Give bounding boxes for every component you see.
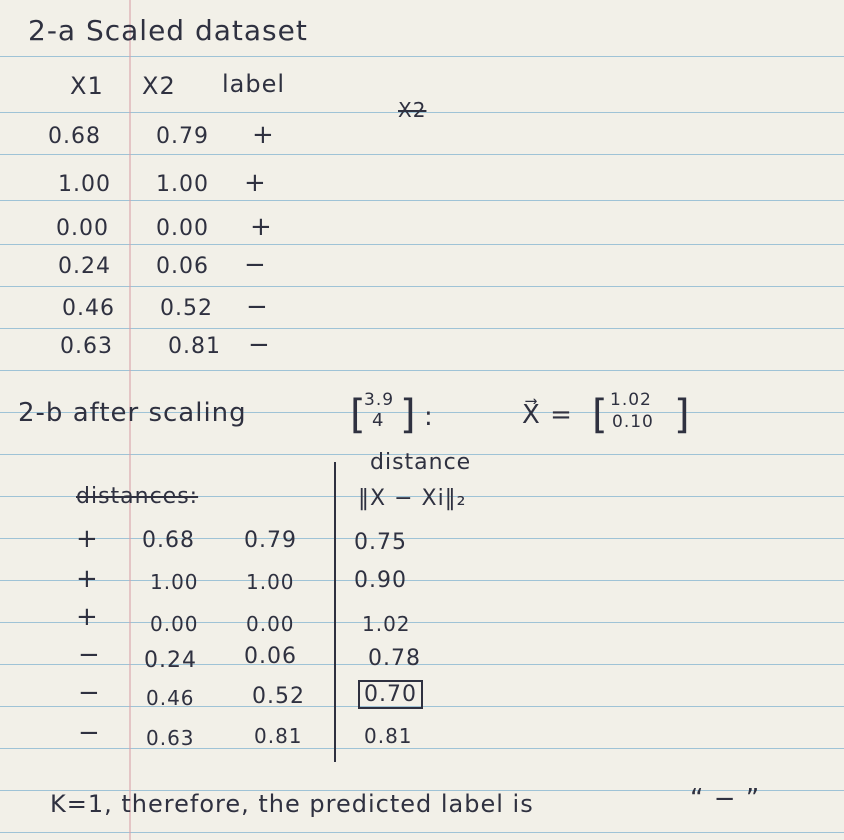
left-bracket-2: [ xyxy=(592,392,608,438)
row-4-x1: 0.24 xyxy=(58,254,111,279)
rule-line xyxy=(0,286,844,287)
conclusion-text: K=1, therefore, the predicted label is xyxy=(50,790,534,818)
rule-line xyxy=(0,580,844,581)
row-6-x2: 0.81 xyxy=(168,334,221,359)
x-vector-label: X⃗ = xyxy=(522,400,573,430)
column-label-header: label xyxy=(222,70,286,98)
rule-line xyxy=(0,154,844,155)
rule-line xyxy=(0,328,844,329)
column-x1-header: X1 xyxy=(70,72,104,100)
dist-row-4-value: 0.78 xyxy=(368,646,421,671)
dist-row-5-x2: 0.52 xyxy=(252,684,305,709)
dist-row-2-label: + xyxy=(76,564,99,594)
row-5-label: − xyxy=(246,292,269,322)
left-bracket: [ xyxy=(350,392,366,438)
row-1-x1: 0.68 xyxy=(48,124,101,149)
row-6-label: − xyxy=(248,330,271,360)
row-3-label: + xyxy=(250,212,273,242)
row-5-x1: 0.46 xyxy=(62,296,115,321)
dist-row-4-label: − xyxy=(78,640,101,670)
row-3-x1: 0.00 xyxy=(56,216,109,241)
row-4-label: − xyxy=(244,250,267,280)
dist-row-2-x2: 1.00 xyxy=(246,570,295,594)
input-vector-top: 3.9 xyxy=(364,390,395,410)
row-2-label: + xyxy=(244,168,267,198)
column-x2-header: X2 xyxy=(142,72,176,100)
row-4-x2: 0.06 xyxy=(156,254,209,279)
row-2-x1: 1.00 xyxy=(58,172,111,197)
dist-row-6-x1: 0.63 xyxy=(146,726,195,750)
dist-row-3-label: + xyxy=(76,602,99,632)
row-5-x2: 0.52 xyxy=(160,296,213,321)
table-divider xyxy=(334,462,336,762)
dist-row-3-x1: 0.00 xyxy=(150,612,199,636)
distance-header: distance xyxy=(370,450,472,475)
distances-struck-label: distances: xyxy=(76,484,199,509)
rule-line xyxy=(0,748,844,749)
dist-row-3-x2: 0.00 xyxy=(246,612,295,636)
rule-line xyxy=(0,664,844,665)
dist-row-1-x1: 0.68 xyxy=(142,528,195,553)
dist-row-1-value: 0.75 xyxy=(354,530,407,555)
rule-line xyxy=(0,370,844,371)
rule-line xyxy=(0,622,844,623)
dist-row-2-value: 0.90 xyxy=(354,568,407,593)
rule-line xyxy=(0,244,844,245)
dist-row-4-x1: 0.24 xyxy=(144,648,197,673)
row-1-x2: 0.79 xyxy=(156,124,209,149)
dist-row-6-x2: 0.81 xyxy=(254,724,303,748)
dist-row-6-label: − xyxy=(78,718,101,748)
rule-line xyxy=(0,200,844,201)
scaled-vector-top: 1.02 xyxy=(610,390,652,410)
dist-row-1-x2: 0.79 xyxy=(244,528,297,553)
dist-row-4-x2: 0.06 xyxy=(244,644,297,669)
rule-line xyxy=(0,56,844,57)
predicted-label: “ − ” xyxy=(690,784,761,814)
dist-row-3-value: 1.02 xyxy=(362,612,411,636)
row-1-label: + xyxy=(252,120,275,150)
rule-line xyxy=(0,538,844,539)
input-vector-bottom: 4 xyxy=(372,410,385,431)
rule-line xyxy=(0,832,844,833)
dist-row-5-label: − xyxy=(78,678,101,708)
section-b-title: 2-b after scaling xyxy=(18,398,247,428)
dist-row-2-x1: 1.00 xyxy=(150,570,199,594)
crossed-out-mark: X2 xyxy=(398,98,427,122)
row-3-x2: 0.00 xyxy=(156,216,209,241)
norm-formula: ‖X − Xi‖₂ xyxy=(358,486,467,511)
section-a-title: 2-a Scaled dataset xyxy=(28,14,308,47)
dist-row-6-value: 0.81 xyxy=(364,724,413,748)
colon: : xyxy=(424,402,434,432)
dist-row-1-label: + xyxy=(76,524,99,554)
right-bracket: ] xyxy=(400,392,416,438)
row-2-x2: 1.00 xyxy=(156,172,209,197)
row-6-x1: 0.63 xyxy=(60,334,113,359)
dist-row-5-x1: 0.46 xyxy=(146,686,195,710)
scaled-vector-bottom: 0.10 xyxy=(612,412,654,432)
right-bracket-2: ] xyxy=(674,392,690,438)
dist-row-5-value-selected: 0.70 xyxy=(358,680,423,709)
